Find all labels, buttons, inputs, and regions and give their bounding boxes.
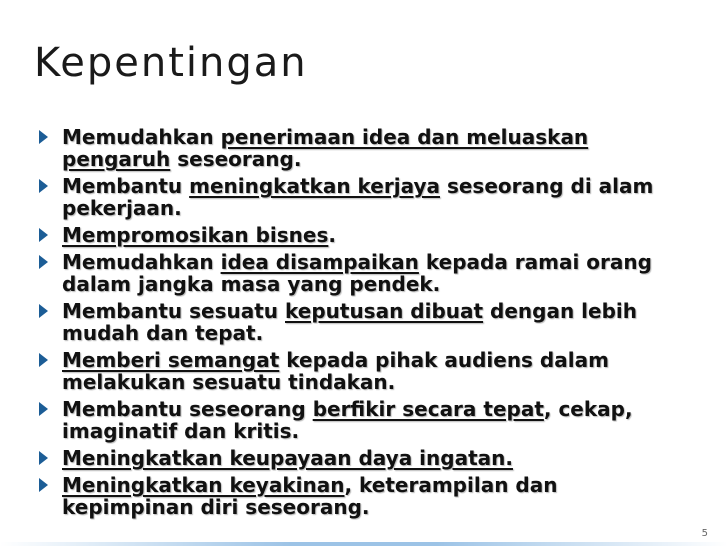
bullet-item bbox=[36, 300, 686, 344]
bullet-text: seseorang. bbox=[170, 147, 302, 171]
bullet-arrow-icon bbox=[39, 255, 48, 269]
underlined-phrase: idea disampaikan bbox=[220, 250, 419, 274]
underlined-phrase: Meningkatkan keupayaan daya ingatan. bbox=[62, 446, 513, 470]
bullet-arrow-icon bbox=[39, 304, 48, 318]
underlined-phrase: berfikir secara tepat bbox=[312, 397, 544, 421]
bullet-item bbox=[36, 349, 686, 393]
bullet-item bbox=[36, 447, 686, 469]
bullet-text: dengan lebih mudah dan tepat. bbox=[62, 299, 638, 345]
bullet-text: kepada pihak audiens dalam melakukan sesuatu tindakan. bbox=[62, 348, 609, 394]
bullet-arrow-icon bbox=[39, 130, 48, 144]
bullet-arrow-icon bbox=[39, 402, 48, 416]
bullet-arrow-icon bbox=[39, 179, 48, 193]
underlined-phrase: keputusan dibuat bbox=[285, 299, 484, 323]
bullet-item bbox=[36, 126, 686, 170]
bullet-item bbox=[36, 398, 686, 442]
bullet-item bbox=[36, 474, 686, 518]
bottom-decor-bar bbox=[0, 542, 728, 546]
bullet-item bbox=[36, 175, 686, 219]
bullet-list bbox=[36, 126, 686, 523]
bullet-text: Membantu seseorang bbox=[62, 397, 313, 421]
bullet-text: kepada ramai orang dalam jangka masa yang pendek. bbox=[62, 250, 652, 296]
bullet-item bbox=[36, 224, 686, 246]
bullet-text: Memudahkan bbox=[62, 125, 221, 149]
underlined-phrase: Memberi semangat bbox=[62, 348, 280, 372]
bullet-text: Membantu bbox=[62, 174, 190, 198]
underlined-phrase: meningkatkan kerjaya bbox=[189, 174, 440, 198]
bullet-arrow-icon bbox=[39, 451, 48, 465]
bullet-text: , keterampilan dan kepimpinan diri seseorang. bbox=[62, 473, 558, 519]
bullet-text: . bbox=[328, 223, 336, 247]
underlined-phrase: Mempromosikan bisnes bbox=[62, 223, 329, 247]
bullet-arrow-icon bbox=[39, 478, 48, 492]
underlined-phrase: Meningkatkan keyakinan bbox=[62, 473, 345, 497]
slide-number: 5 bbox=[701, 528, 708, 539]
bullet-arrow-icon bbox=[39, 353, 48, 367]
slide-title: Kepentingan bbox=[34, 40, 308, 86]
bullet-arrow-icon bbox=[39, 228, 48, 242]
bullet-text: seseorang di alam pekerjaan. bbox=[62, 174, 654, 220]
bullet-text: Memudahkan bbox=[62, 250, 221, 274]
bullet-text: Membantu sesuatu bbox=[62, 299, 285, 323]
bullet-item bbox=[36, 251, 686, 295]
underlined-phrase: penerimaan idea dan meluaskan pengaruh bbox=[62, 125, 589, 171]
bullet-text: , cekap, imaginatif dan kritis. bbox=[62, 397, 633, 443]
